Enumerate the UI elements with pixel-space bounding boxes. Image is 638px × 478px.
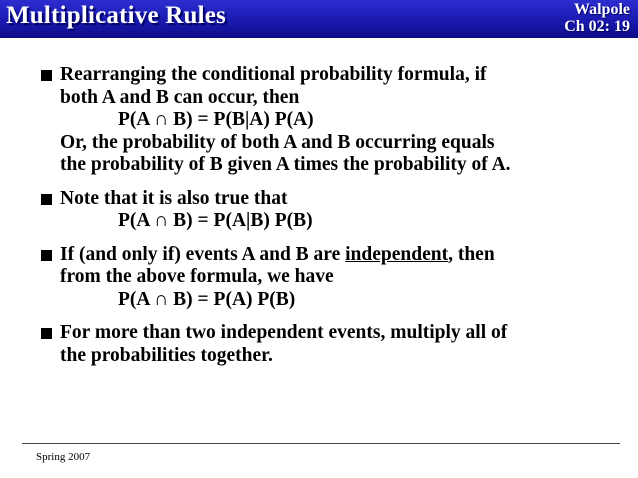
slide-title: Multiplicative Rules [6, 2, 226, 29]
bullet-text-line: Rearranging the conditional probability formula, if [60, 64, 487, 85]
bullet-item-independent [40, 244, 630, 312]
formula-line: P(A ∩ B) = P(A) P(B) [118, 288, 296, 310]
formula-line: P(A ∩ B) = P(A|B) P(B) [118, 210, 313, 231]
bullet-text-line: For more than two independent events, multiply all of [60, 322, 508, 343]
square-bullet-icon [41, 194, 52, 205]
bullet-item-also-true [40, 188, 630, 233]
bullet-text-line [60, 244, 630, 267]
square-bullet-icon [41, 70, 52, 81]
title-bar [0, 0, 638, 38]
bullet-item-conditional [40, 64, 630, 177]
bullet-text-line: Note that it is also true that [60, 187, 288, 209]
bullet-text-line: from the above formula, we have [60, 266, 334, 287]
square-bullet-icon [41, 250, 52, 261]
square-bullet-icon [41, 328, 52, 339]
bullet-text-line: Or, the probability of both A and B occurring equals [60, 131, 495, 153]
bullet-text-segment: If (and only if) events A and B are [60, 243, 346, 265]
footer-divider [22, 443, 620, 444]
bullet-text-line: both A and B can occur, then [60, 86, 300, 108]
slide-content [40, 64, 630, 378]
independent-term: independent [345, 243, 449, 265]
formula-line: P(A ∩ B) = P(B|A) P(A) [118, 109, 314, 130]
chapter-reference [550, 1, 630, 35]
bullet-text-line: the probability of B given A times the probability of A. [60, 154, 511, 175]
footer-date: Spring 2007 [36, 451, 91, 463]
reference-author: Walpole [573, 1, 630, 18]
bullet-text-line: the probabilities together. [60, 344, 273, 366]
bullet-item-more-events [40, 322, 630, 367]
bullet-text-segment: , then [448, 243, 495, 265]
reference-chapter-page: Ch 02: 19 [564, 18, 630, 35]
